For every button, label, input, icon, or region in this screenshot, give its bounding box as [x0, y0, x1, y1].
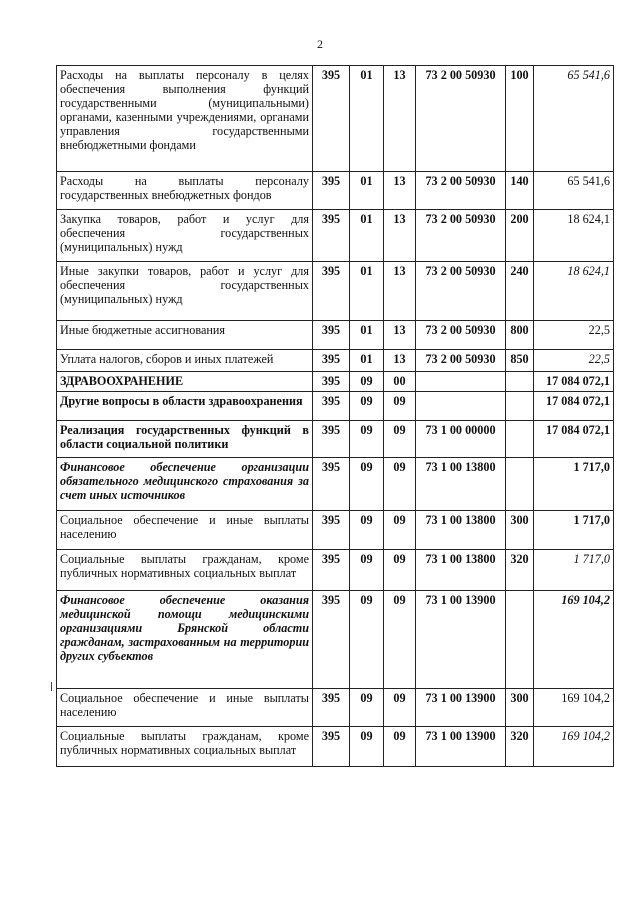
- row-admin-code: 395: [313, 458, 350, 511]
- row-admin-code: 395: [313, 66, 350, 172]
- row-amount: 169 104,2: [534, 689, 614, 727]
- row-amount: 17 084 072,1: [534, 372, 614, 392]
- row-name: Иные закупки товаров, работ и услуг для обеспечения государственных (муниципальных) нужд: [57, 262, 313, 321]
- row-subsection: 09: [384, 727, 416, 767]
- row-amount: 1 717,0: [534, 550, 614, 591]
- row-subsection: 13: [384, 210, 416, 262]
- row-admin-code: 395: [313, 210, 350, 262]
- table-row: [57, 350, 614, 372]
- table-row: [57, 511, 614, 550]
- row-target-article: 73 2 00 50930: [416, 262, 506, 321]
- row-name: Социальные выплаты гражданам, кроме публичных нормативных социальных выплат: [57, 550, 313, 591]
- row-expense-type: 100: [506, 66, 534, 172]
- row-admin-code: 395: [313, 372, 350, 392]
- row-expense-type: 850: [506, 350, 534, 372]
- row-admin-code: 395: [313, 591, 350, 689]
- row-admin-code: 395: [313, 172, 350, 210]
- row-target-article: 73 1 00 13800: [416, 458, 506, 511]
- row-subsection: 09: [384, 689, 416, 727]
- table-row: [57, 421, 614, 458]
- row-section: 01: [350, 66, 384, 172]
- table-row: [57, 591, 614, 689]
- row-target-article: 73 1 00 00000: [416, 421, 506, 458]
- row-name: ЗДРАВООХРАНЕНИЕ: [57, 372, 313, 392]
- row-subsection: 09: [384, 591, 416, 689]
- row-expense-type: 300: [506, 511, 534, 550]
- table-row: [57, 66, 614, 172]
- row-admin-code: 395: [313, 689, 350, 727]
- table-row: [57, 458, 614, 511]
- row-admin-code: 395: [313, 262, 350, 321]
- row-target-article: 73 1 00 13900: [416, 727, 506, 767]
- margin-mark: [51, 682, 52, 691]
- row-subsection: 09: [384, 511, 416, 550]
- row-name: Уплата налогов, сборов и иных платежей: [57, 350, 313, 372]
- table-row: [57, 727, 614, 767]
- row-admin-code: 395: [313, 321, 350, 350]
- row-admin-code: 395: [313, 392, 350, 421]
- row-target-article: 73 2 00 50930: [416, 172, 506, 210]
- row-expense-type: [506, 591, 534, 689]
- row-target-article: 73 1 00 13800: [416, 550, 506, 591]
- row-amount: 65 541,6: [534, 172, 614, 210]
- table-row: [57, 550, 614, 591]
- row-section: 01: [350, 172, 384, 210]
- row-section: 09: [350, 458, 384, 511]
- row-subsection: 09: [384, 550, 416, 591]
- row-subsection: 09: [384, 421, 416, 458]
- row-admin-code: 395: [313, 421, 350, 458]
- row-target-article: 73 2 00 50930: [416, 66, 506, 172]
- row-name: Реализация государственных функций в области социальной политики: [57, 421, 313, 458]
- row-name: Другие вопросы в области здравоохранения: [57, 392, 313, 421]
- row-expense-type: 240: [506, 262, 534, 321]
- row-section: 01: [350, 321, 384, 350]
- row-amount: 18 624,1: [534, 262, 614, 321]
- table-row: [57, 321, 614, 350]
- row-amount: 65 541,6: [534, 66, 614, 172]
- row-expense-type: [506, 421, 534, 458]
- row-name: Социальное обеспечение и иные выплаты населению: [57, 511, 313, 550]
- row-section: 09: [350, 421, 384, 458]
- row-admin-code: 395: [313, 350, 350, 372]
- table-row: [57, 372, 614, 392]
- row-name: Социальное обеспечение и иные выплаты населению: [57, 689, 313, 727]
- row-amount: 17 084 072,1: [534, 392, 614, 421]
- row-target-article: 73 1 00 13800: [416, 511, 506, 550]
- row-name: Иные бюджетные ассигнования: [57, 321, 313, 350]
- row-expense-type: 300: [506, 689, 534, 727]
- row-amount: 22,5: [534, 350, 614, 372]
- table-body: [57, 66, 614, 767]
- table-row: [57, 172, 614, 210]
- budget-table: [56, 65, 614, 767]
- row-section: 09: [350, 550, 384, 591]
- row-amount: 1 717,0: [534, 458, 614, 511]
- table-row: [57, 392, 614, 421]
- row-section: 09: [350, 372, 384, 392]
- table-row: [57, 689, 614, 727]
- row-section: 09: [350, 392, 384, 421]
- row-amount: 169 104,2: [534, 727, 614, 767]
- row-expense-type: [506, 458, 534, 511]
- row-section: 01: [350, 210, 384, 262]
- row-expense-type: [506, 392, 534, 421]
- row-section: 01: [350, 350, 384, 372]
- page-number: 2: [317, 37, 323, 51]
- row-subsection: 13: [384, 66, 416, 172]
- row-subsection: 09: [384, 392, 416, 421]
- row-subsection: 13: [384, 321, 416, 350]
- row-expense-type: 200: [506, 210, 534, 262]
- row-section: 09: [350, 591, 384, 689]
- row-target-article: [416, 392, 506, 421]
- row-subsection: 00: [384, 372, 416, 392]
- row-subsection: 13: [384, 350, 416, 372]
- row-admin-code: 395: [313, 727, 350, 767]
- row-subsection: 13: [384, 172, 416, 210]
- row-target-article: 73 1 00 13900: [416, 689, 506, 727]
- row-section: 01: [350, 262, 384, 321]
- row-expense-type: 140: [506, 172, 534, 210]
- row-name: Финансовое обеспечение организации обязательного медицинского страхования за счет иных источников: [57, 458, 313, 511]
- row-section: 09: [350, 689, 384, 727]
- row-target-article: 73 1 00 13900: [416, 591, 506, 689]
- row-target-article: 73 2 00 50930: [416, 321, 506, 350]
- row-amount: 17 084 072,1: [534, 421, 614, 458]
- row-name: Расходы на выплаты персоналу государственных внебюджетных фондов: [57, 172, 313, 210]
- row-admin-code: 395: [313, 550, 350, 591]
- row-section: 09: [350, 511, 384, 550]
- table-row: [57, 262, 614, 321]
- table-row: [57, 210, 614, 262]
- row-name: Финансовое обеспечение оказания медицинской помощи медицинскими организациями Брянской области гражданам, застрахованным на территории других субъектов: [57, 591, 313, 689]
- row-amount: 1 717,0: [534, 511, 614, 550]
- row-amount: 169 104,2: [534, 591, 614, 689]
- row-name: Закупка товаров, работ и услуг для обеспечения государственных (муниципальных) нужд: [57, 210, 313, 262]
- row-expense-type: 320: [506, 727, 534, 767]
- row-section: 09: [350, 727, 384, 767]
- row-target-article: [416, 372, 506, 392]
- row-expense-type: 320: [506, 550, 534, 591]
- row-name: Социальные выплаты гражданам, кроме публичных нормативных социальных выплат: [57, 727, 313, 767]
- row-subsection: 13: [384, 262, 416, 321]
- row-expense-type: [506, 372, 534, 392]
- row-admin-code: 395: [313, 511, 350, 550]
- row-target-article: 73 2 00 50930: [416, 350, 506, 372]
- row-name: Расходы на выплаты персоналу в целях обеспечения выполнения функций государственными (муниципальными) органами, казенными учреждениями, органами управления государственными внебюджетными фондами: [57, 66, 313, 172]
- row-expense-type: 800: [506, 321, 534, 350]
- row-subsection: 09: [384, 458, 416, 511]
- row-target-article: 73 2 00 50930: [416, 210, 506, 262]
- row-amount: 22,5: [534, 321, 614, 350]
- row-amount: 18 624,1: [534, 210, 614, 262]
